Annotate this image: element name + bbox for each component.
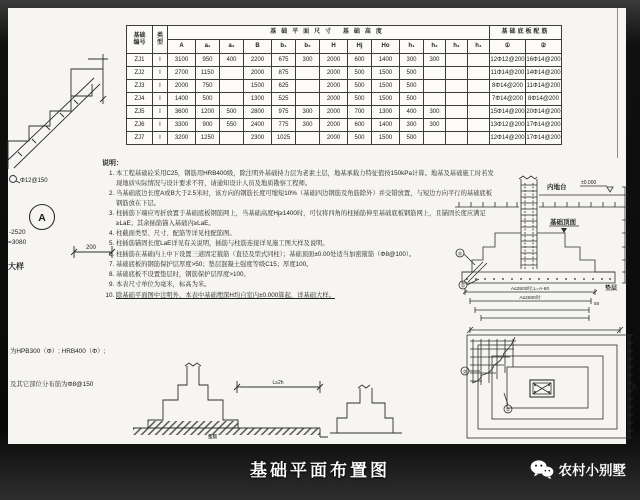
table-cell: 1300 — [372, 106, 400, 119]
drawing-canvas — [8, 8, 637, 444]
section-callout-1: ① — [460, 283, 466, 290]
col-header-dims: 基础平面尺寸 基础高度 — [168, 26, 490, 40]
notes-heading: 说明： — [102, 160, 123, 167]
cell-rebar: 11Φ14@200 — [526, 80, 562, 93]
table-header-row — [127, 26, 562, 40]
notes-block — [102, 158, 494, 301]
table-cell — [468, 54, 490, 67]
table-cell: 500 — [220, 106, 244, 119]
table-cell: 300 — [424, 119, 446, 132]
plan-detail-drawing — [460, 325, 636, 444]
steel-grades-block — [10, 348, 136, 388]
elevation-label-1: -2520 — [9, 229, 26, 236]
cell-rebar: 16Φ14@200 — [526, 54, 562, 67]
table-cell: 300 — [296, 119, 320, 132]
table-cell: 1400 — [372, 119, 400, 132]
col-header-id: 基础 编号 — [127, 26, 153, 54]
table-cell: 1500 — [372, 132, 400, 145]
cell-id: ZJ2 — [127, 67, 153, 80]
table-cell: 1500 — [372, 67, 400, 80]
cell-rebar: 7Φ14@200 — [490, 93, 526, 106]
table-cell: 1300 — [244, 93, 272, 106]
table-cell: 2700 — [168, 67, 196, 80]
title-bar — [0, 445, 640, 500]
table-cell: 500 — [400, 67, 424, 80]
table-cell: 900 — [196, 119, 220, 132]
left-rebar-label: Φ12@150 — [20, 178, 48, 184]
table-cell: 775 — [272, 119, 296, 132]
table-cell — [446, 80, 468, 93]
table-subheader-row — [127, 40, 562, 54]
dim-a-large-label: A≥2500时 — [519, 296, 541, 301]
cushion-label: 垫层 — [605, 286, 618, 292]
table-cell: 700 — [348, 106, 372, 119]
table-cell — [446, 93, 468, 106]
table-cell: 300 — [400, 54, 424, 67]
stair-detail-drawing — [8, 14, 108, 169]
cell-rebar: 17Φ14@200 — [526, 119, 562, 132]
note-item: 3. 柱插筋下端应弯折放置于基础底板钢筋网上，当基础高度Hj≥1400时，可仅将四角的柱插筋伸至基础底板钢筋网上，且锚固长度应满足≥LaE；其余插筋锚入基础内≥LaE。 — [116, 209, 494, 229]
table-cell: 500 — [348, 132, 372, 145]
sheet-title: 基础平面布置图 — [250, 461, 390, 480]
col-subheader: h₁ — [400, 40, 424, 54]
wechat-icon — [530, 459, 554, 479]
table-cell: 2000 — [320, 67, 348, 80]
table-cell: 2800 — [244, 106, 272, 119]
table-cell: 600 — [348, 54, 372, 67]
table-cell — [446, 54, 468, 67]
table-cell: 300 — [424, 54, 446, 67]
table-cell: 1400 — [168, 93, 196, 106]
table-cell: 2000 — [320, 119, 348, 132]
cell-rebar: 11Φ14@200 — [490, 67, 526, 80]
cell-rebar: 12Φ14@200 — [490, 132, 526, 145]
cell-type: I — [153, 132, 168, 145]
table-cell: 2000 — [320, 93, 348, 106]
plan-b-label: B — [632, 385, 637, 391]
plan-callout-1: ① — [505, 407, 511, 414]
table-cell — [468, 67, 490, 80]
cell-id: ZJ1 — [127, 54, 153, 67]
dim-50-label: 50 — [594, 302, 600, 307]
table-cell: 550 — [220, 119, 244, 132]
note-item: 6. 柱插筋在基础内上中下设置三道固定箍筋（直径及型式同柱）；基础顶面±0.00处适当加密箍筋（Φ8@100）。 — [116, 250, 494, 260]
col-subheader: Ho — [372, 40, 400, 54]
cell-id: ZJ6 — [127, 119, 153, 132]
table-cell: 3200 — [168, 132, 196, 145]
fdn-table-body — [127, 54, 562, 145]
table-cell — [296, 67, 320, 80]
cell-rebar: 8Φ14@200 — [490, 80, 526, 93]
table-cell: 600 — [348, 119, 372, 132]
col-subheader: B — [244, 40, 272, 54]
dim-a-small-label: A≤2500时,L=A-60 — [510, 287, 550, 292]
table-cell — [468, 119, 490, 132]
cell-type: I — [153, 93, 168, 106]
distribution-rebar-label: 及其它部位分布筋为Φ8@150 — [10, 380, 94, 388]
table-cell: 500 — [400, 93, 424, 106]
col-header-rebar: 基础底板配筋 — [490, 26, 562, 40]
table-cell — [468, 106, 490, 119]
cell-rebar: 15Φ14@200 — [490, 106, 526, 119]
table-cell: 3600 — [168, 106, 196, 119]
table-cell: 500 — [400, 132, 424, 145]
table-cell: 2000 — [320, 132, 348, 145]
table-cell — [424, 67, 446, 80]
table-cell: 3100 — [168, 54, 196, 67]
cell-rebar: 13Φ12@200 — [490, 119, 526, 132]
table-cell: 400 — [220, 54, 244, 67]
table-cell: 2300 — [244, 132, 272, 145]
table-cell: 300 — [424, 106, 446, 119]
note-item: 1. 本工程基础砼采用C25，钢筋用HRB400级，除注明外基础持力层为老素土层，地基承载力特征值按150kPa计算。地基及基础施工时若发现地质实际情况与设计要求不符，请通知设计人员及地质勘察工程师。 — [116, 169, 494, 189]
note-item: 7. 基础底板的钢筋保护层厚度>50；垫层混凝土强度等级C15；厚度100。 — [116, 260, 494, 270]
section-callout-2: ② — [457, 251, 463, 258]
brand-name: 农村小别墅 — [558, 463, 626, 478]
brand — [530, 459, 627, 479]
note-item: 8. 基础底板不设置垫层时，钢筋保护层厚度>100。 — [116, 270, 494, 280]
footing-profiles-drawing — [130, 360, 465, 444]
note-item: 9. 本表尺寸单位为毫米，标高为米。 — [116, 280, 494, 290]
col-subheader: A — [168, 40, 196, 54]
table-cell: 500 — [348, 80, 372, 93]
table-cell: 300 — [296, 54, 320, 67]
col-subheader: h₃ — [446, 40, 468, 54]
note-item: 2. 当基础底边长度A或B大于2.5米时，该方向的钢筋长度可缩短10%（基础四边钢筋及角筋除外）并交错放置，与短边方向平行的基础底板钢筋放在下层。 — [116, 189, 494, 209]
cell-rebar: 14Φ14@200 — [526, 67, 562, 80]
table-cell: 1200 — [196, 106, 220, 119]
col-subheader: b₁ — [272, 40, 296, 54]
table-cell: 950 — [196, 54, 220, 67]
elevation-label-2: =3080 — [8, 239, 27, 246]
table-row — [127, 93, 562, 106]
table-cell: 2000 — [320, 106, 348, 119]
table-cell — [424, 93, 446, 106]
foundation-table — [126, 25, 562, 145]
cell-type: I — [153, 67, 168, 80]
table-cell: 300 — [296, 106, 320, 119]
table-cell — [220, 93, 244, 106]
steel-grades-label: 为HPB300（Φ）; HRB400（Φ）; — [10, 348, 106, 355]
table-cell: 2000 — [168, 80, 196, 93]
cell-id: ZJ7 — [127, 132, 153, 145]
note-item: 4. 柱截面类型、尺寸、配筋等详见柱配筋图。 — [116, 229, 494, 239]
table-cell: 750 — [196, 80, 220, 93]
table-cell: 400 — [400, 106, 424, 119]
table-cell — [446, 67, 468, 80]
plan-callout-2: ② — [462, 369, 468, 376]
cell-type: I — [153, 106, 168, 119]
table-cell: 500 — [400, 80, 424, 93]
table-cell: 625 — [272, 80, 296, 93]
profiles-cushion-label: 垫层 — [208, 434, 217, 439]
floor-level: ±0.000 — [581, 180, 597, 186]
table-cell — [220, 67, 244, 80]
table-cell — [296, 80, 320, 93]
table-cell — [446, 119, 468, 132]
table-cell: 1400 — [372, 54, 400, 67]
table-cell: 3300 — [168, 119, 196, 132]
section-detail-drawing — [455, 173, 632, 323]
fdn-table-head — [127, 26, 562, 54]
foundation-top-label: 基础顶面 — [550, 219, 576, 226]
col-subheader: Hj — [348, 40, 372, 54]
table-cell — [446, 132, 468, 145]
table-cell: 675 — [272, 54, 296, 67]
table-cell: 1500 — [372, 80, 400, 93]
table-cell: 525 — [272, 93, 296, 106]
col-subheader: b₂ — [296, 40, 320, 54]
col-subheader: a₁ — [196, 40, 220, 54]
table-cell: 1500 — [244, 80, 272, 93]
col-subheader: H — [320, 40, 348, 54]
cell-id: ZJ5 — [127, 106, 153, 119]
table-cell: 500 — [348, 93, 372, 106]
table-cell — [296, 93, 320, 106]
cell-type: I — [153, 119, 168, 132]
col-subheader-rebar: ② — [526, 40, 562, 54]
cell-id: ZJ3 — [127, 80, 153, 93]
table-cell: 2200 — [244, 54, 272, 67]
table-cell — [220, 132, 244, 145]
note-item: 5. 柱插筋锚固长度LaE详见有关说明，插筋与柱筋连接详见施工图大样及说明。 — [116, 239, 494, 249]
cell-rebar: 12Φ12@200 — [490, 54, 526, 67]
floor-label: 内地台 — [547, 184, 567, 191]
detail-suffix-label: 大样 — [8, 262, 24, 271]
table-row — [127, 67, 562, 80]
cell-id: ZJ4 — [127, 93, 153, 106]
col-subheader-rebar: ① — [490, 40, 526, 54]
table-cell: 975 — [272, 106, 296, 119]
table-row — [127, 80, 562, 93]
table-cell: 1250 — [196, 132, 220, 145]
table-cell: 2000 — [244, 67, 272, 80]
table-cell: 875 — [272, 67, 296, 80]
note-item: 10. 除基础平面图中注明外，本表中基础埋深H均自室内±0.000算起，详基础大样。 — [116, 291, 494, 301]
cell-rebar: 8Φ14@200 — [526, 93, 562, 106]
cell-type: I — [153, 54, 168, 67]
cell-rebar: 17Φ14@200 — [526, 132, 562, 145]
table-cell: 1500 — [372, 93, 400, 106]
table-cell — [446, 106, 468, 119]
table-cell — [424, 132, 446, 145]
table-cell — [468, 80, 490, 93]
table-cell: 300 — [400, 119, 424, 132]
col-subheader: h₂ — [424, 40, 446, 54]
detail-callout-a: A — [38, 212, 46, 224]
table-row — [127, 119, 562, 132]
table-cell — [220, 80, 244, 93]
table-cell: 500 — [196, 93, 220, 106]
col-subheader: h₄ — [468, 40, 490, 54]
dim-200-label: 200 — [86, 245, 97, 251]
table-cell: 1025 — [272, 132, 296, 145]
cell-rebar: 20Φ14@200 — [526, 106, 562, 119]
col-subheader: a₂ — [220, 40, 244, 54]
table-row — [127, 54, 562, 67]
table-cell: 500 — [348, 67, 372, 80]
sheet-border-line — [617, 8, 618, 158]
table-cell: 1150 — [196, 67, 220, 80]
table-cell — [468, 93, 490, 106]
notes-list — [102, 169, 494, 300]
table-cell — [424, 80, 446, 93]
table-cell: 2400 — [244, 119, 272, 132]
profiles-dim-label: L≥2h — [272, 380, 284, 386]
table-cell: 2000 — [320, 80, 348, 93]
table-row — [127, 106, 562, 119]
table-row — [127, 132, 562, 145]
table-cell — [468, 132, 490, 145]
table-cell — [296, 132, 320, 145]
col-header-type: 类 型 — [153, 26, 168, 54]
cell-type: I — [153, 80, 168, 93]
table-cell: 2000 — [320, 54, 348, 67]
